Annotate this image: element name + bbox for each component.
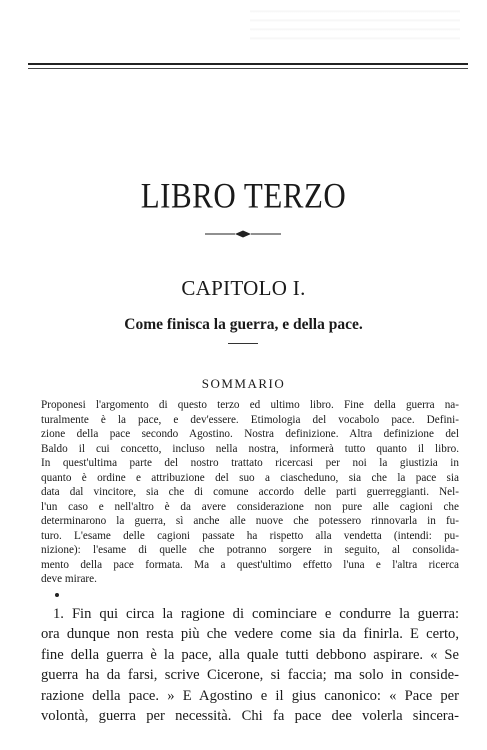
ink-dot	[55, 593, 59, 597]
body-line: volontà, guerra per necessità. Chi fa pace dee volerla sincera-	[41, 708, 459, 725]
summary-line: mento della pace formata. Ma a quest'ultimo effetto l'una e l'altra ricerca	[41, 558, 459, 571]
summary-heading: SOMMARIO	[201, 376, 286, 391]
summary-paragraph	[41, 398, 459, 587]
body-line: razione della pace. » E Agostino e il gius canonico: « Pace per	[41, 687, 459, 704]
body-paragraph	[41, 604, 459, 726]
summary-line: nizione): l'esame di quelle che potranno sorgere in seguito, al consolida-	[41, 544, 459, 556]
chapter-subtitle: Come finisca la guerra, e della pace.	[124, 316, 363, 333]
book-title: LIBRO TERZO	[140, 175, 347, 216]
body-line: fine della guerra è la pace, alla quale tutti debbono aspirare. « Se	[41, 646, 459, 663]
summary-line: turo. L'esame delle cagioni passate ha rispetto alla vendetta (intendi: pu-	[41, 529, 459, 542]
header-rule	[28, 63, 468, 65]
summary-line: Proponesi l'argomento di questo terzo ed ultimo libro. Fine della guerra na-	[41, 399, 459, 411]
summary-line: In quest'ultima parte del nostro trattato ricercasi per noi la giustizia in	[41, 457, 459, 469]
section-divider	[228, 343, 258, 344]
chapter-title: CAPITOLO I.	[181, 276, 306, 300]
ornament-divider	[205, 230, 281, 238]
summary-line: determinarono la guerra, sì anche alle nuove che potessero rinnovarla in fu-	[41, 515, 459, 527]
summary-line: data dal vincitore, sia che di comune accordo delle parti guerreggianti. Nel-	[41, 486, 459, 498]
summary-line: Baldo il cui concetto, incluso nella nostra, informerà tutto quanto il libro.	[41, 442, 459, 455]
summary-line: turalmente è la pace, e dev'essere. Etimologia del vocabolo pace. Defini-	[41, 413, 459, 426]
show-through-bleed	[250, 4, 460, 46]
body-line: guerra ha da farsi, scrive Cicerone, si faccia; ma solo in conside-	[41, 667, 459, 684]
summary-line: zione della pace secondo Agostino. Nostra definizione. Altra definizione del	[41, 428, 459, 440]
summary-line: l'un caso e nell'altro è da avere considerazione non pure alle cagioni che	[41, 500, 459, 513]
summary-line: quanto è ordine e attribuzione del suo a ciascheduno, sia che la pace sia	[41, 471, 459, 484]
body-line: ora dunque non resta più che vedere come sia da finirla. E certo,	[41, 626, 459, 643]
summary-line: deve mirare.	[41, 573, 97, 585]
header-rule-thin	[28, 68, 468, 69]
body-line: 1. Fin qui circa la ragione di cominciare e condurre la guerra:	[53, 606, 459, 622]
